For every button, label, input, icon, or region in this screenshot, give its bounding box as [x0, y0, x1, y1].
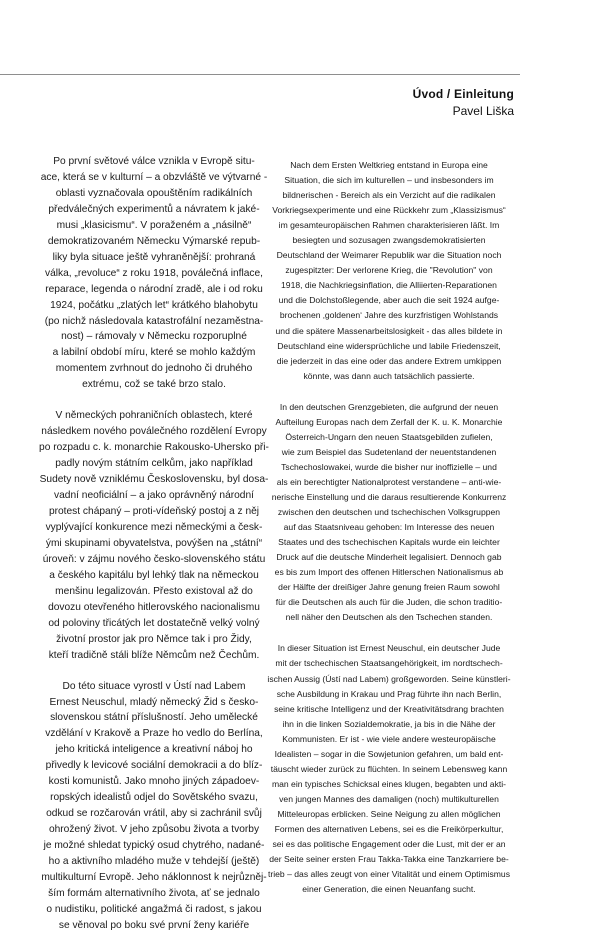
czech-text-line: slovenskou státní příslušností. Jeho umělecké [50, 712, 258, 724]
german-text-line: auf das Staatsniveau gehoben: Im Interesse des neuen [283, 522, 495, 533]
german-text-line: als ein berechtigter Nationalprotest verstandene – anti-wie- [276, 476, 502, 487]
czech-text-line: je možné shledat typický osud chytrého, nadané- [43, 840, 265, 852]
czech-text-column [32, 154, 276, 949]
german-text-line: Formen des alternativen Lebens, sei es die Freikörperkultur, [274, 823, 504, 834]
german-text-column [255, 158, 523, 913]
german-text-line: brochenen ‚goldenen‘ Jahre des kurzfristigen Wohlstands [279, 310, 499, 321]
czech-text-line: ším formám alternativního života, ať se jednalo [48, 887, 260, 899]
czech-text-line: vadní neoficiální – a jako oprávněný národní [54, 490, 254, 502]
czech-text-line: od poloviny třicátých let dostatečně velký volný [48, 617, 260, 629]
german-text-line: Situation, die sich im kulturellen – und insbesonders im [284, 175, 494, 186]
czech-text-line: ace, která se v kulturní – a obzvláště ve výtvarné - [40, 171, 268, 183]
czech-text-line: vyplývající konkurence mezi německými a česk- [45, 521, 263, 533]
czech-text-line: ými skupinami obyvatelstva, povýšen na „státní“ [45, 537, 263, 549]
czech-text-line: a labilní období míru, které se mohlo každým [52, 347, 256, 359]
german-text-line: zugespitzter: Der verlorene Krieg, die "Revolution" von [285, 265, 493, 276]
german-text-line: Österreich-Ungarn den neuen Staatsgebilden zufielen, [285, 431, 493, 442]
czech-text-line: 1924, počátku „zlatých let“ krátkého blahobytu [50, 299, 258, 311]
czech-text-line: odkud se rozčarován vrátil, aby si zachránil svůj [46, 808, 262, 820]
czech-text-line: kosti komunistů. Jako mnoho jiných západoev- [48, 776, 260, 788]
german-text-line: Tschechoslowakei, wurde die bisher nur inoffizielle – und [281, 461, 497, 472]
german-text-line: besiegten und sozusagen zwangsdemokratisierten [292, 235, 486, 246]
german-text-line: könnte, was dann auch tatsächlich passierte. [303, 370, 475, 381]
german-text-line: wie zum Beispiel das Sudetenland der neuentstandenen [281, 446, 497, 457]
german-text-line: sei es das politische Engagement oder die Lust, mit der er an [272, 839, 506, 850]
german-text-line: und die Dolchstoßlegende, aber auch die seit 1924 aufge- [278, 295, 500, 306]
czech-text-line: ropských idealistů odjel do Sovětského svazu, [50, 792, 258, 804]
german-text-line: 1918, die Nachkriegsinflation, die Alliierten-Reparationen [281, 280, 497, 291]
german-text-line: Aufteilung Europas nach dem Zerfall der K. u. K. Monarchie [275, 416, 503, 427]
page-title: Úvod / Einleitung [412, 87, 514, 101]
german-text-line: für die Deutschen als auch für die Juden, die schon traditio- [275, 597, 503, 608]
german-text-line: Kommunisten. Er ist - wie viele andere westeuropäische [282, 733, 496, 744]
czech-text-line: dovozu otevřeného hitlerovského nacionalismu [48, 601, 260, 613]
german-text-line: es bis zum Import des offenen Hitlerschen Nationalismus ab [274, 567, 504, 578]
german-text-line: der Hälfte der dreißiger Jahre genung freien Raum sowohl [278, 582, 500, 593]
german-text-line: Nach dem Ersten Weltkrieg entstand in Europa eine [290, 160, 488, 170]
german-paragraph [255, 158, 523, 384]
german-text-line: man ein typisches Schicksal eines klugen, begabten und akti- [271, 778, 507, 789]
german-paragraph [255, 641, 523, 897]
czech-text-line: musi „klasicismu“. V poraženém a „násilně“ [56, 219, 252, 231]
czech-paragraph [32, 408, 276, 663]
czech-text-line: (po nichž následovala katastrofální nezaměstna- [44, 315, 264, 327]
czech-text-line: multikulturní Evropě. Jeho náklonnost k nejrůzněj- [41, 871, 267, 883]
header-rule [0, 74, 520, 75]
czech-text-line: válka, „revoluce“ z roku 1918, poválečná inflace, [44, 267, 264, 279]
czech-text-line: ohrožený život. V jeho způsobu života a tvorby [48, 824, 260, 836]
czech-text-line: po rozpadu c. k. monarchie Rakousko-Uhersko při- [39, 442, 269, 454]
german-text-line: zwischen den deutschen und tschechischen Volksgruppen [277, 507, 501, 518]
czech-text-line: vzdělání v Krakově a Praze ho vedlo do Berlína, [45, 728, 263, 740]
german-text-line: nerische Einstellung und die daraus resultierende Konkurrenz [271, 491, 507, 502]
german-text-line: einer Generation, die einen Neuanfang sucht. [302, 884, 476, 895]
german-text-line: nell näher den Deutschen als den Tschechen standen. [285, 612, 493, 623]
czech-paragraph [32, 679, 276, 934]
german-text-line: seine kritische Intelligenz und der Kreativitätsdrang brachten [274, 703, 504, 714]
czech-text-line: Do této situace vyrostl v Ústí nad Labem [62, 680, 246, 692]
czech-text-line: protest chápaný – proti-vídeňský postoj a z něj [48, 506, 260, 518]
czech-text-line: padly novým státním celkům, jako například [55, 458, 253, 470]
czech-text-line: přivedly k levicové sociální demokracii a do blíz- [45, 760, 263, 772]
czech-text-line: o nudistiku, politické angažmá či radost, s jakou [46, 903, 262, 915]
german-text-line: die jederzeit in das eine oder das andere Extrem umkippen [276, 355, 502, 366]
czech-text-line: oblasti vyznačovala opouštěním radikálních [55, 187, 253, 199]
german-text-line: Deutschland eine widersprüchliche und labile Friedenszeit, [277, 340, 501, 351]
czech-text-line: demokratizovaném Německu Výmarské repub- [47, 235, 261, 247]
german-text-line: In dieser Situation ist Ernest Neuschul, ein deutscher Jude [277, 643, 501, 654]
czech-text-line: jeho kritická inteligence a kreativní náboj ho [55, 744, 253, 756]
german-text-line: Idealisten – sogar in die Sowjetunion gefahren, um bald ent- [274, 748, 504, 759]
czech-text-line: momentem zvrhnout do jednoho či druhého [55, 363, 253, 375]
german-text-line: In den deutschen Grenzgebieten, die aufgrund der neuen [279, 401, 499, 412]
czech-text-line: Sudety nově vzniklému Československu, byl dosa- [39, 474, 269, 486]
czech-paragraph [32, 154, 276, 393]
german-text-line: Vorkriegsexperimente und eine Rückkehr zum „Klassizismus“ [272, 205, 506, 216]
czech-text-line: liky byla situace ještě vyhraněnější: prohraná [52, 251, 256, 263]
czech-text-line: se věnoval po boku své první ženy kariéře [58, 919, 250, 931]
czech-text-line: reparace, legenda o národní zradě, ale i od roku [45, 283, 263, 295]
czech-text-line: následkem nového poválečného rozdělení Evropy [41, 426, 267, 438]
czech-text-line: Po první světové válce vznikla v Evropě situ- [53, 156, 255, 167]
german-text-line: Druck auf die deutsche Minderheit legalisiert. Dennoch gab [276, 552, 502, 563]
german-text-line: trieb – das alles zeugt von einer Vitalität und einem Optimismus [267, 869, 511, 880]
german-text-line: täuscht wieder zurück zu flüchten. In seinem Lebensweg kann [270, 763, 508, 774]
czech-text-line: Ernest Neuschul, mladý německý Žid s česko- [49, 696, 259, 708]
czech-text-line: kteří tradičně stáli blíže Němcům než Čechům. [48, 649, 260, 661]
czech-text-line: extrému, což se také brzo stalo. [82, 379, 226, 391]
german-text-line: ven jungen Mannes des damaligen (noch) multikulturellen [279, 793, 499, 804]
czech-text-line: menšinu legalizován. Přesto existoval až do [55, 585, 253, 597]
czech-text-line: a českého kapitálu byl lehký tlak na německou [49, 569, 259, 581]
german-text-line: Staates und des tschechischen Kapitals wurde ein leichter [278, 537, 500, 548]
german-text-line: ihn in die linken Sozialdemokratie, ja bis in die Nähe der [282, 718, 496, 729]
page-header [413, 86, 514, 119]
german-text-line: mit der tschechischen Staatsangehörigkeit, im nordtschech- [275, 658, 503, 669]
german-text-line: bildnerischen - Bereich als ein Verzicht auf die radikalen [282, 190, 496, 201]
czech-text-line: životní prostor jak pro Němce tak i pro Židy, [56, 633, 252, 645]
german-text-line: sche Ausbildung in Krakau und Prag führte ihn nach Berlin, [276, 688, 502, 699]
german-text-line: ischen Aussig (Ústí nad Labem) großgeworden. Seine künstleri- [267, 673, 511, 684]
czech-text-line: ho a aktivního mladého muže v tehdejší (ještě) [48, 856, 260, 868]
german-text-line: im gesamteuropäischen Rahmen charakterisieren läßt. Im [278, 220, 500, 231]
author-name: Pavel Liška [452, 104, 514, 118]
german-text-line: Deutschland der Weimarer Republik war die Situation noch [276, 250, 502, 261]
german-text-line: und die spätere Massenarbeitslosigkeit - das alles bildete in [275, 325, 503, 336]
czech-text-line: V německých pohraničních oblastech, které [55, 410, 253, 422]
czech-text-line: úroveň: v zájmu nového česko-slovenského státu [42, 553, 266, 565]
czech-text-line: předválečných experimentů a návratem k jaké- [48, 203, 260, 215]
german-text-line: Mitteleuropas erblicken. Seine Neigung zu allen möglichen [277, 808, 501, 819]
german-text-line: der Seite seiner ersten Frau Takka-Takka eine Tanzkarriere be- [269, 854, 509, 865]
german-paragraph [255, 400, 523, 626]
czech-text-line: nost) – rámovaly v Německu rozporuplné [61, 331, 247, 343]
